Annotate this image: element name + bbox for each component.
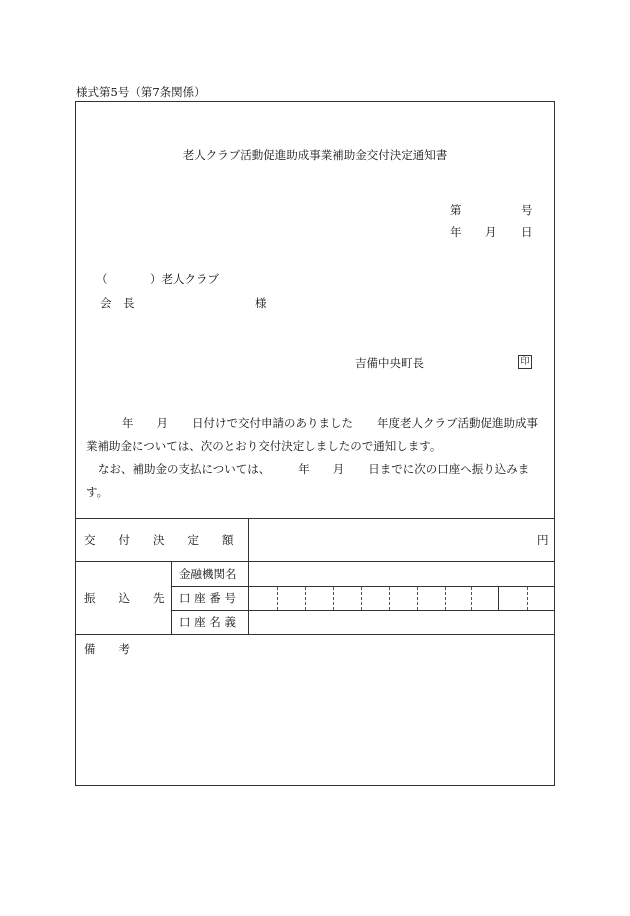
body-p2-b: 年 月 bbox=[298, 462, 345, 476]
digit-separator bbox=[277, 587, 278, 610]
digit-separator bbox=[333, 587, 334, 610]
form-number: 様式第5号（第7条関係） bbox=[76, 85, 206, 99]
digit-separator bbox=[471, 587, 472, 610]
account-name-label: 口 座 名 義 bbox=[179, 615, 236, 629]
account-number-label: 口 座 番 号 bbox=[179, 591, 236, 605]
addressee-honorific: 様 bbox=[255, 296, 267, 310]
doc-number-suffix: 号 bbox=[521, 203, 533, 217]
body-p1-year-month: 年 月 bbox=[122, 416, 168, 430]
bank-name-label: 金融機関名 bbox=[179, 567, 237, 581]
notice-body bbox=[86, 412, 548, 504]
remarks-label: 備 考 bbox=[84, 642, 130, 656]
digit-group-separator bbox=[498, 587, 499, 610]
date-year: 年 bbox=[450, 225, 462, 239]
table-account-border bbox=[171, 610, 555, 611]
amount-label: 交 付 決 定 額 bbox=[84, 533, 234, 547]
body-p2-a: なお、補助金の支払については、 bbox=[98, 462, 271, 476]
date-day: 日 bbox=[521, 225, 533, 239]
seal-stamp: 印 bbox=[518, 355, 532, 369]
digit-separator bbox=[361, 587, 362, 610]
table-sub-label-divider bbox=[171, 561, 172, 634]
document-title: 老人クラブ活動促進助成事業補助金交付決定通知書 bbox=[182, 148, 448, 162]
table-top-border bbox=[75, 518, 555, 519]
body-p2-c: 日までに次の口座へ振り込みます。 bbox=[86, 462, 530, 499]
doc-number-prefix: 第 bbox=[450, 203, 462, 217]
table-remarks-border bbox=[75, 634, 555, 635]
body-paragraph-1 bbox=[86, 412, 548, 458]
body-p1-b: 年度老人クラブ活動促進助成事業補助金については、次のとおり交付決定しましたので通知します。 bbox=[86, 416, 538, 453]
club-name-suffix: ）老人クラブ bbox=[150, 272, 219, 286]
digit-separator bbox=[527, 587, 528, 610]
body-p1-a: 日付けで交付申請のありました bbox=[192, 416, 353, 430]
digit-separator bbox=[445, 587, 446, 610]
table-value-divider bbox=[248, 518, 249, 634]
transfer-label: 振 込 先 bbox=[84, 591, 165, 605]
digit-separator bbox=[389, 587, 390, 610]
digit-separator bbox=[417, 587, 418, 610]
sender-name: 吉備中央町長 bbox=[355, 356, 424, 370]
digit-separator bbox=[305, 587, 306, 610]
amount-unit: 円 bbox=[537, 533, 549, 547]
body-paragraph-2 bbox=[86, 458, 548, 504]
table-amount-border bbox=[75, 561, 555, 562]
date-month: 月 bbox=[485, 225, 497, 239]
club-paren-open: （ bbox=[96, 272, 108, 286]
addressee-title: 会 長 bbox=[100, 296, 135, 310]
